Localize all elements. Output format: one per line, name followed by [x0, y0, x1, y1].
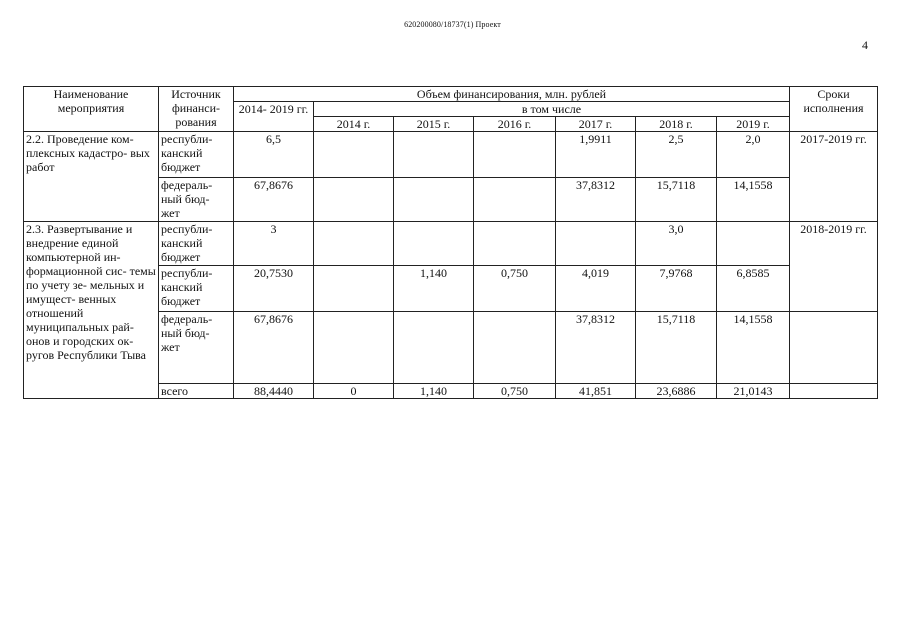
value-cell: 15,7118	[636, 312, 717, 384]
page-number: 4	[862, 38, 868, 52]
value-cell: 21,0143	[717, 384, 790, 399]
deadline-cell-empty	[790, 178, 878, 222]
deadline-cell: 2017-2019 гг.	[790, 132, 878, 178]
value-cell: 0,750	[474, 384, 556, 399]
financing-table	[23, 86, 878, 399]
activity-name: 2.3. Развертывание и внедрение единой компьютерной ин- формационной сис- темы по учету зе- мельных и имущест- венных отношений муниципальных рай- онов и городских ок- ругов Республики Тыва	[24, 222, 159, 399]
header-name: Наименование мероприятия	[24, 87, 159, 132]
value-cell	[394, 178, 474, 222]
value-cell	[717, 222, 790, 266]
value-cell: 2,0	[717, 132, 790, 178]
header-year: 2019 г.	[717, 117, 790, 132]
value-cell	[314, 222, 394, 266]
value-cell: 7,9768	[636, 266, 717, 312]
total-cell: 88,4440	[234, 384, 314, 399]
header-total-period: 2014- 2019 гг.	[234, 102, 314, 132]
document-id: 620200080/18737(1) Проект	[404, 20, 501, 29]
deadline-cell-empty	[790, 384, 878, 399]
source-cell: федераль- ный бюд- жет	[159, 178, 234, 222]
value-cell: 23,6886	[636, 384, 717, 399]
deadline-cell-empty	[790, 266, 878, 312]
total-cell: 20,7530	[234, 266, 314, 312]
value-cell: 14,1558	[717, 178, 790, 222]
source-cell: республи- канский бюджет	[159, 132, 234, 178]
header-year: 2016 г.	[474, 117, 556, 132]
value-cell: 3,0	[636, 222, 717, 266]
header-year: 2015 г.	[394, 117, 474, 132]
value-cell	[394, 222, 474, 266]
deadline-cell: 2018-2019 гг.	[790, 222, 878, 266]
value-cell: 6,8585	[717, 266, 790, 312]
table-row	[24, 132, 878, 178]
header-volume: Объем финансирования, млн. рублей	[234, 87, 790, 102]
value-cell: 14,1558	[717, 312, 790, 384]
header-including: в том числе	[314, 102, 790, 117]
value-cell	[394, 312, 474, 384]
header-deadlines: Сроки исполнения	[790, 87, 878, 132]
source-cell: республи- канский бюджет	[159, 222, 234, 266]
value-cell	[394, 132, 474, 178]
total-label: всего	[159, 384, 234, 399]
header-year: 2014 г.	[314, 117, 394, 132]
header-year: 2018 г.	[636, 117, 717, 132]
total-cell: 6,5	[234, 132, 314, 178]
value-cell: 1,9911	[556, 132, 636, 178]
value-cell: 37,8312	[556, 312, 636, 384]
value-cell	[474, 312, 556, 384]
value-cell	[556, 222, 636, 266]
header-year: 2017 г.	[556, 117, 636, 132]
value-cell: 4,019	[556, 266, 636, 312]
header-row-1	[24, 87, 878, 102]
total-cell: 67,8676	[234, 312, 314, 384]
deadline-cell-empty	[790, 312, 878, 384]
value-cell	[314, 312, 394, 384]
activity-name: 2.2. Проведение ком- плексных кадастро- вых работ	[24, 132, 159, 222]
value-cell: 2,5	[636, 132, 717, 178]
value-cell: 0	[314, 384, 394, 399]
value-cell	[314, 178, 394, 222]
value-cell: 0,750	[474, 266, 556, 312]
table-row	[24, 222, 878, 266]
value-cell	[474, 222, 556, 266]
total-cell: 3	[234, 222, 314, 266]
value-cell: 41,851	[556, 384, 636, 399]
value-cell	[474, 178, 556, 222]
value-cell: 1,140	[394, 384, 474, 399]
value-cell	[314, 132, 394, 178]
value-cell: 1,140	[394, 266, 474, 312]
value-cell: 37,8312	[556, 178, 636, 222]
value-cell	[474, 132, 556, 178]
source-cell: федераль- ный бюд- жет	[159, 312, 234, 384]
value-cell: 15,7118	[636, 178, 717, 222]
value-cell	[314, 266, 394, 312]
source-cell: республи- канский бюджет	[159, 266, 234, 312]
total-cell: 67,8676	[234, 178, 314, 222]
header-source: Источник финанси- рования	[159, 87, 234, 132]
